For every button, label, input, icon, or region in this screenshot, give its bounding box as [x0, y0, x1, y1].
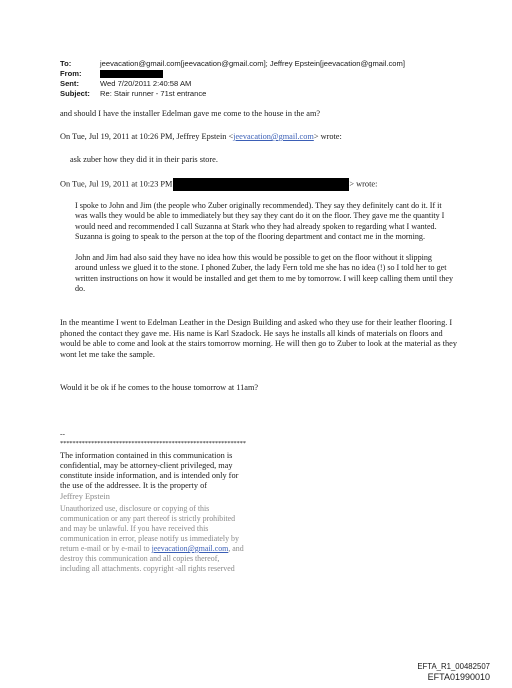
- quote2-header: [60, 178, 377, 191]
- disclaimer-line-2: communication or any part thereof is strictly prohibited: [60, 514, 236, 523]
- disclaimer-line-1: Unauthorized use, disclosure or copying of this: [60, 504, 210, 513]
- redaction-block: [100, 70, 163, 78]
- quote1-header: [60, 132, 342, 143]
- notice-line-4: the use of the addressee. It is the property of: [60, 481, 207, 490]
- disclaimer-email-link[interactable]: jeevacation@gmail.com: [151, 544, 229, 553]
- subject-row: [60, 89, 405, 99]
- to-row: [60, 59, 405, 69]
- notice-line-3: constitute inside information, and is intended only for: [60, 471, 239, 480]
- quote1-email-link[interactable]: jeevacation@gmail.com: [233, 132, 314, 141]
- bates-id-2: EFTA01990010: [427, 672, 490, 682]
- quote2-suffix: > wrote:: [349, 179, 378, 189]
- notice-line-1: The information contained in this communication is: [60, 451, 233, 460]
- from-row: [60, 69, 405, 79]
- quote2-prefix: On Tue, Jul 19, 2011 at 10:23 PM: [60, 179, 173, 189]
- signature-stars: ************************************************************: [60, 440, 246, 447]
- bates-id-1: EFTA_R1_00482507: [417, 662, 490, 671]
- disclaimer-5-prefix: return e-mail or by e-mail to: [60, 544, 152, 553]
- disclaimer-line-3: and may be unlawful. If you have received this: [60, 524, 209, 533]
- subject-label: Subject:: [60, 89, 90, 98]
- sent-label: Sent:: [60, 79, 79, 88]
- disclaimer-line-5: [60, 544, 244, 555]
- to-label: To:: [60, 59, 72, 68]
- to-value: jeevacation@gmail.com[jeevacation@gmail.com]; Jeffrey Epstein[jeevacation@gmail.com]: [100, 59, 405, 68]
- subject-value: Re: Stair runner - 71st entrance: [100, 89, 207, 98]
- disclaimer-line-4: communication in error, please notify us immediately by: [60, 534, 239, 543]
- reply-line: and should I have the installer Edelman gave me come to the house in the am?: [60, 109, 321, 118]
- redaction-block: [173, 178, 349, 191]
- sent-value: Wed 7/20/2011 2:40:58 AM: [100, 79, 192, 88]
- disclaimer-5-suffix: , and: [228, 544, 244, 553]
- email-header: [60, 59, 405, 99]
- quote1-prefix: On Tue, Jul 19, 2011 at 10:26 PM, Jeffrey Epstein <: [60, 132, 234, 141]
- sent-row: [60, 79, 405, 89]
- notice-owner: Jeffrey Epstein: [60, 492, 110, 501]
- paragraph-3: In the meantime I went to Edelman Leather in the Design Building and asked who they use for their leather flooring. I phoned the contact they gave me. His name is Karl Szadock. He says he installs all kinds of materials on floors and would be able to come and look at the stairs tomorrow morning. He will then go to Zuber to look at the material as they wont let me take the sample.: [60, 318, 458, 359]
- notice-line-2: confidential, may be attorney-client privileged, may: [60, 461, 233, 470]
- paragraph-4: Would it be ok if he comes to the house tomorrow at 11am?: [60, 383, 259, 392]
- disclaimer-line-6: destroy this communication and all copies thereof,: [60, 554, 220, 563]
- disclaimer-line-7: including all attachments. copyright -all rights reserved: [60, 564, 235, 573]
- quote1-suffix: > wrote:: [313, 132, 342, 141]
- quote2-paragraph-2: John and Jim had also said they have no idea how this would be possible to get on the floor without it slipping around unless we glued it to the stone. I phoned Zuber, the lady Fern told me she has no idea (!) so I told her to get written instructions on how it would be installed and get them to me by tomorrow. I will keep calling them until they do.: [75, 253, 454, 293]
- quote1-text: ask zuber how they did it in their paris store.: [70, 155, 218, 164]
- from-label: From:: [60, 69, 82, 78]
- signature-dashes: --: [60, 429, 65, 438]
- quote2-paragraph-1: I spoke to John and Jim (the people who Zuber originally recommended). They say they definitely cant do it. If it was walls they would be able to immediately but they say they cant do it on the floor. They gave me the quantity I would need and recommended I call Suzanna at Stark who they had already spoken to regarding what I wanted. Suzanna is going to speak to the person at the top of the flooring department and contact me in the morning.: [75, 201, 445, 241]
